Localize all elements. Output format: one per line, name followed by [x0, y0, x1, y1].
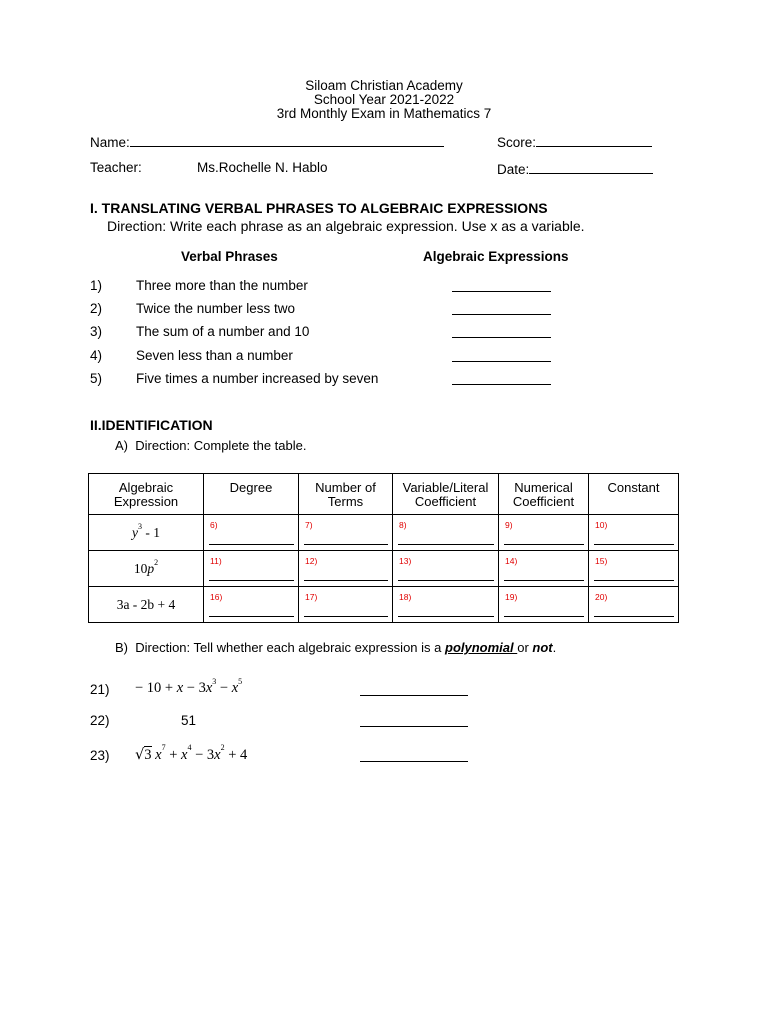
question-21 — [90, 682, 110, 697]
part2a-label: A) — [115, 438, 128, 453]
answer-line[interactable] — [452, 324, 551, 338]
exam-title: 3rd Monthly Exam in Mathematics 7 — [276, 106, 492, 121]
item-text: Five times a number increased by seven — [136, 371, 379, 386]
school-name: Siloam Christian Academy — [305, 78, 463, 93]
expression-23: √3 $x^7 + x^4 - 3x^2 + 4$ — [135, 743, 248, 763]
part1-title: I. TRANSLATING VERBAL PHRASES TO ALGEBRAIC EXPRESSIONS — [90, 200, 548, 216]
part1-direction: Direction: Write each phrase as an algebraic expression. Use x as a variable. — [107, 218, 585, 234]
expression-21: − $10 + x - 3x^3 - x^5$ — [135, 677, 243, 696]
date-line — [529, 160, 653, 174]
expression-cell: 3a - 2b + 4 — [89, 587, 204, 623]
answer-cell[interactable]: 19) — [499, 587, 589, 623]
question-number: 21) — [90, 682, 110, 697]
answer-cell[interactable]: 17) — [299, 587, 393, 623]
part2a-text: Direction: Complete the table. — [135, 438, 307, 453]
answer-cell[interactable]: 7) — [299, 515, 393, 551]
part2a-direction — [115, 438, 307, 453]
table-row — [89, 515, 679, 551]
part2-title: II.IDENTIFICATION — [90, 417, 213, 433]
score-line — [536, 133, 652, 147]
table-row — [89, 551, 679, 587]
answer-line[interactable] — [452, 348, 551, 362]
expression-cell: $y^3 - 1$ — [89, 515, 204, 551]
list-item — [90, 371, 379, 386]
score-label: Score: — [497, 135, 537, 150]
school-year: School Year 2021-2022 — [313, 92, 455, 107]
name-field[interactable] — [90, 133, 444, 150]
header-algebraic-expression: Algebraic Expression — [89, 474, 204, 515]
teacher-label: Teacher: — [90, 160, 142, 175]
answer-cell[interactable]: 9) — [499, 515, 589, 551]
question-23 — [90, 748, 110, 763]
list-item — [90, 301, 296, 316]
list-item — [90, 278, 308, 293]
question-22 — [90, 713, 110, 728]
date-label: Date: — [497, 162, 530, 177]
list-item — [90, 324, 310, 339]
answer-line-21[interactable] — [360, 682, 468, 696]
answer-cell[interactable]: 11) — [204, 551, 299, 587]
date-field[interactable] — [497, 160, 653, 177]
part2b-label: B) — [115, 640, 128, 655]
answer-line[interactable] — [452, 371, 551, 385]
question-number: 22) — [90, 713, 110, 728]
header-degree: Degree — [204, 474, 299, 515]
item-number: 5) — [90, 371, 103, 386]
answer-cell[interactable]: 10) — [589, 515, 679, 551]
part2b-direction: B) Direction: Tell whether each algebraic expression is a polynomial or not. — [115, 640, 557, 655]
item-text: Twice the number less two — [136, 301, 296, 316]
answer-line[interactable] — [452, 301, 551, 315]
item-text: Three more than the number — [136, 278, 308, 293]
item-number: 2) — [90, 301, 103, 316]
answer-cell[interactable]: 20) — [589, 587, 679, 623]
polynomial-word: polynomial — [445, 640, 518, 655]
answer-cell[interactable]: 14) — [499, 551, 589, 587]
score-field[interactable] — [497, 133, 652, 150]
answer-cell[interactable]: 8) — [393, 515, 499, 551]
answer-line[interactable] — [452, 278, 551, 292]
answer-cell[interactable]: 15) — [589, 551, 679, 587]
item-text: The sum of a number and 10 — [136, 324, 310, 339]
answer-cell[interactable]: 18) — [393, 587, 499, 623]
answer-cell[interactable]: 16) — [204, 587, 299, 623]
question-number: 23) — [90, 748, 110, 763]
col-verbal-phrases: Verbal Phrases — [181, 249, 278, 264]
header-constant: Constant — [589, 474, 679, 515]
table-row — [89, 587, 679, 623]
not-word: not — [532, 640, 553, 655]
header-numerical-coefficient: Numerical Coefficient — [499, 474, 589, 515]
table-header-row — [89, 474, 679, 515]
name-line — [130, 133, 444, 147]
item-text: Seven less than a number — [136, 348, 293, 363]
item-number: 3) — [90, 324, 103, 339]
answer-line-22[interactable] — [360, 713, 468, 727]
item-number: 4) — [90, 348, 103, 363]
answer-cell[interactable]: 12) — [299, 551, 393, 587]
identification-table — [88, 473, 679, 623]
name-label: Name: — [90, 135, 130, 150]
answer-cell[interactable]: 13) — [393, 551, 499, 587]
teacher-name: Ms.Rochelle N. Hablo — [197, 160, 328, 175]
expression-cell: $10p^2$ — [89, 551, 204, 587]
list-item — [90, 348, 293, 363]
header-variable-literal-coefficient: Variable/Literal Coefficient — [393, 474, 499, 515]
col-algebraic-expressions: Algebraic Expressions — [423, 249, 569, 264]
item-number: 1) — [90, 278, 103, 293]
answer-line-23[interactable] — [360, 748, 468, 762]
header-number-of-terms: Number of Terms — [299, 474, 393, 515]
expression-22: 51 — [181, 713, 197, 728]
answer-cell[interactable]: 6) — [204, 515, 299, 551]
